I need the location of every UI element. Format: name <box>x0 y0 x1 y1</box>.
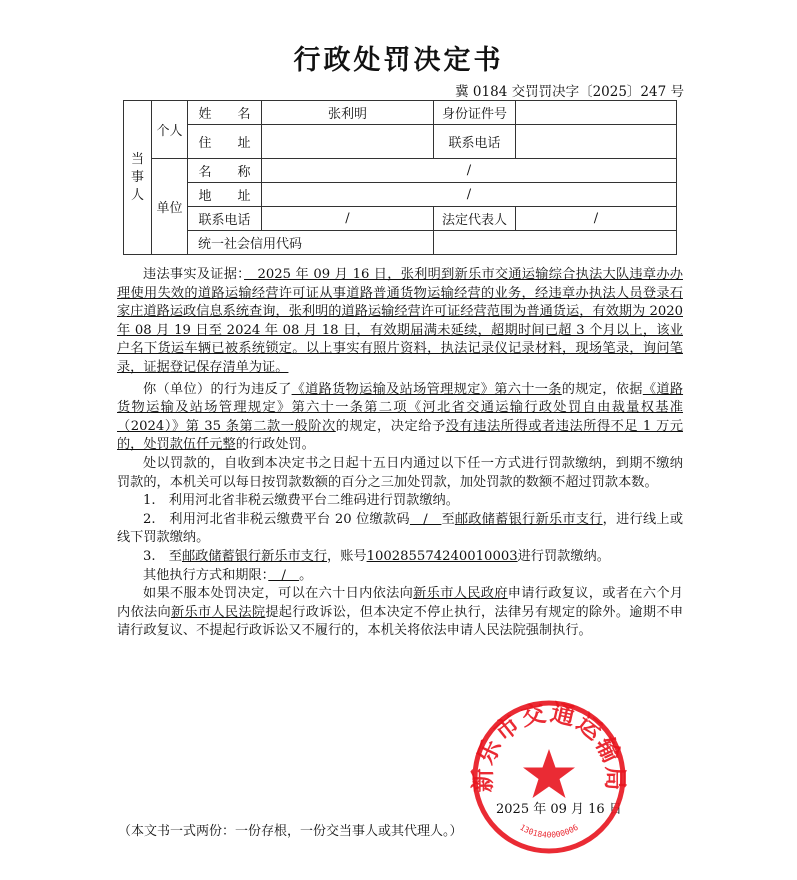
id-value <box>516 101 677 125</box>
individual-label-cell <box>152 101 188 159</box>
method2-code: / <box>409 511 442 527</box>
org-address-label: 地 址 <box>188 183 262 207</box>
decision-text: 的规定，决定给予 <box>335 418 446 434</box>
address-value <box>262 125 434 159</box>
party-label: 当事人 <box>130 151 144 203</box>
appeal-government: 新乐市人民政府 <box>413 586 508 602</box>
other-method <box>117 567 683 586</box>
org-address-value: / <box>262 183 677 207</box>
appeal-text-1: 如果不服本处罚决定，可以在六十日内依法向 <box>143 586 414 602</box>
footnote: （本文书一式两份：一份存根，一份交当事人或其代理人。） <box>118 824 463 839</box>
method3-bank: 邮政储蓄银行新乐市支行 <box>181 548 328 564</box>
other-value: / <box>268 567 300 583</box>
facts-prefix: 违法事实及证据： <box>143 267 245 282</box>
method3-text-2: ，账号 <box>327 548 367 564</box>
legal-rep-label: 法定代表人 <box>434 207 516 231</box>
seal-text: 新乐市交通运输局 <box>469 698 629 793</box>
basis-law: 《道路货物运输及站场管理规定》第六十一条第二项《河北省交通运输行政处罚自由裁量权基准（2024）》第 35 条第二款一般阶次 <box>117 381 684 434</box>
other-text-1: 其他执行方式和期限： <box>143 567 269 583</box>
credit-code-label: 统一社会信用代码 <box>188 231 434 255</box>
party-label-cell <box>124 101 152 255</box>
org-name-value: / <box>262 159 677 183</box>
name-value: 张利明 <box>262 101 434 125</box>
credit-code-value <box>434 231 677 255</box>
address-label: 住 址 <box>188 125 262 159</box>
facts-text: 2025 年 09 月 16 日，张利明到新乐市交通运输综合执法大队违章办办理使用失效的道路运输经营许可证从事道路普通货物运输经营的业务，经违章办执法人员登录石家庄道路运政信息系统查询，张利明的道路运输经营许可证经营范围为普通货运，有效期为 2020 年 08 月 19 日至 2024 年 08 月 18 日，有效期届满未延续，超期时间已超 3 个月以上，该业户名下货运车辆已被系统锁定。以上事实有照片资料，执法记录仪记录材料，现场笔录，询问笔录，证据登记保存清单为证。 <box>117 267 683 375</box>
unit-label-cell <box>152 159 188 255</box>
document-number: 冀 0184 交罚罚决字〔2025〕247 号 <box>455 84 684 100</box>
party-table <box>123 100 677 255</box>
penalty-end: 的行政处罚。 <box>235 437 315 453</box>
org-name-label: 名 称 <box>188 159 262 183</box>
method2-text-1: 2. 利用河北省非税云缴费平台 20 位缴款码 <box>143 511 410 527</box>
decision-date: 2025 年 09 月 16 日 <box>496 802 622 817</box>
other-text-2: 。 <box>299 567 313 583</box>
method2-text-2: 至 <box>441 511 455 527</box>
violation-paragraph <box>117 381 683 455</box>
individual-label: 个人 <box>156 124 183 139</box>
unit-label: 单位 <box>156 201 183 216</box>
facts-paragraph <box>117 266 683 378</box>
seal-number: 1301840000006 <box>518 822 580 840</box>
method3-text-1: 3. 至 <box>143 548 182 564</box>
legal-rep-value: / <box>516 207 677 231</box>
id-label: 身份证件号 <box>434 101 516 125</box>
document-title: 行政处罚决定书 <box>293 45 504 76</box>
penalty: 没有违法所得或者违法所得不足 1 万元的，处罚款伍仟元整 <box>117 418 684 453</box>
method3-account: 100285574240010003 <box>366 548 518 564</box>
appeal-court: 新乐市人民法院 <box>170 604 266 620</box>
official-seal-icon <box>469 697 629 857</box>
payment-method-1: 1. 利用河北省非税云缴费平台二维码进行罚款缴纳。 <box>143 493 459 509</box>
org-phone-label: 联系电话 <box>188 207 262 231</box>
violation-text-2: 的规定，依据 <box>561 381 643 397</box>
payment-method-2 <box>117 511 683 548</box>
phone-value <box>516 125 677 159</box>
method2-bank: 邮政储蓄银行新乐市支行 <box>454 511 603 527</box>
violation-law: 《道路货物运输及站场管理规定》第六十一条 <box>291 381 562 397</box>
payment-method-3 <box>117 548 683 567</box>
violation-text-1: 你（单位）的行为违反了 <box>143 381 292 397</box>
payment-intro: 处以罚款的，自收到本决定书之日起十五日内通过以下任一方式进行罚款缴纳，到期不缴纳罚款的，本机关可以每日按罚款数额的百分之三加处罚款，加处罚款的数额不超过罚款本数。 <box>117 455 683 490</box>
name-label: 姓 名 <box>188 101 262 125</box>
phone-label: 联系电话 <box>434 125 516 159</box>
appeal-text-3: 提起行政诉讼，但本决定不停止执行，法律另有规定的除外。逾期不申请行政复议、不提起行政诉讼又不履行的，本机关将依法申请人民法院强制执行。 <box>117 604 684 639</box>
appeal-paragraph <box>117 585 683 641</box>
appeal-text-2: 申请行政复议，或者在六个月内依法向 <box>117 586 684 620</box>
decision-body <box>117 266 683 641</box>
org-phone-value: / <box>262 207 434 231</box>
method3-text-3: 进行罚款缴纳。 <box>517 548 610 564</box>
seal-star-icon <box>523 749 575 798</box>
method2-text-3: ，进行线上或线下罚款缴纳。 <box>117 511 684 546</box>
